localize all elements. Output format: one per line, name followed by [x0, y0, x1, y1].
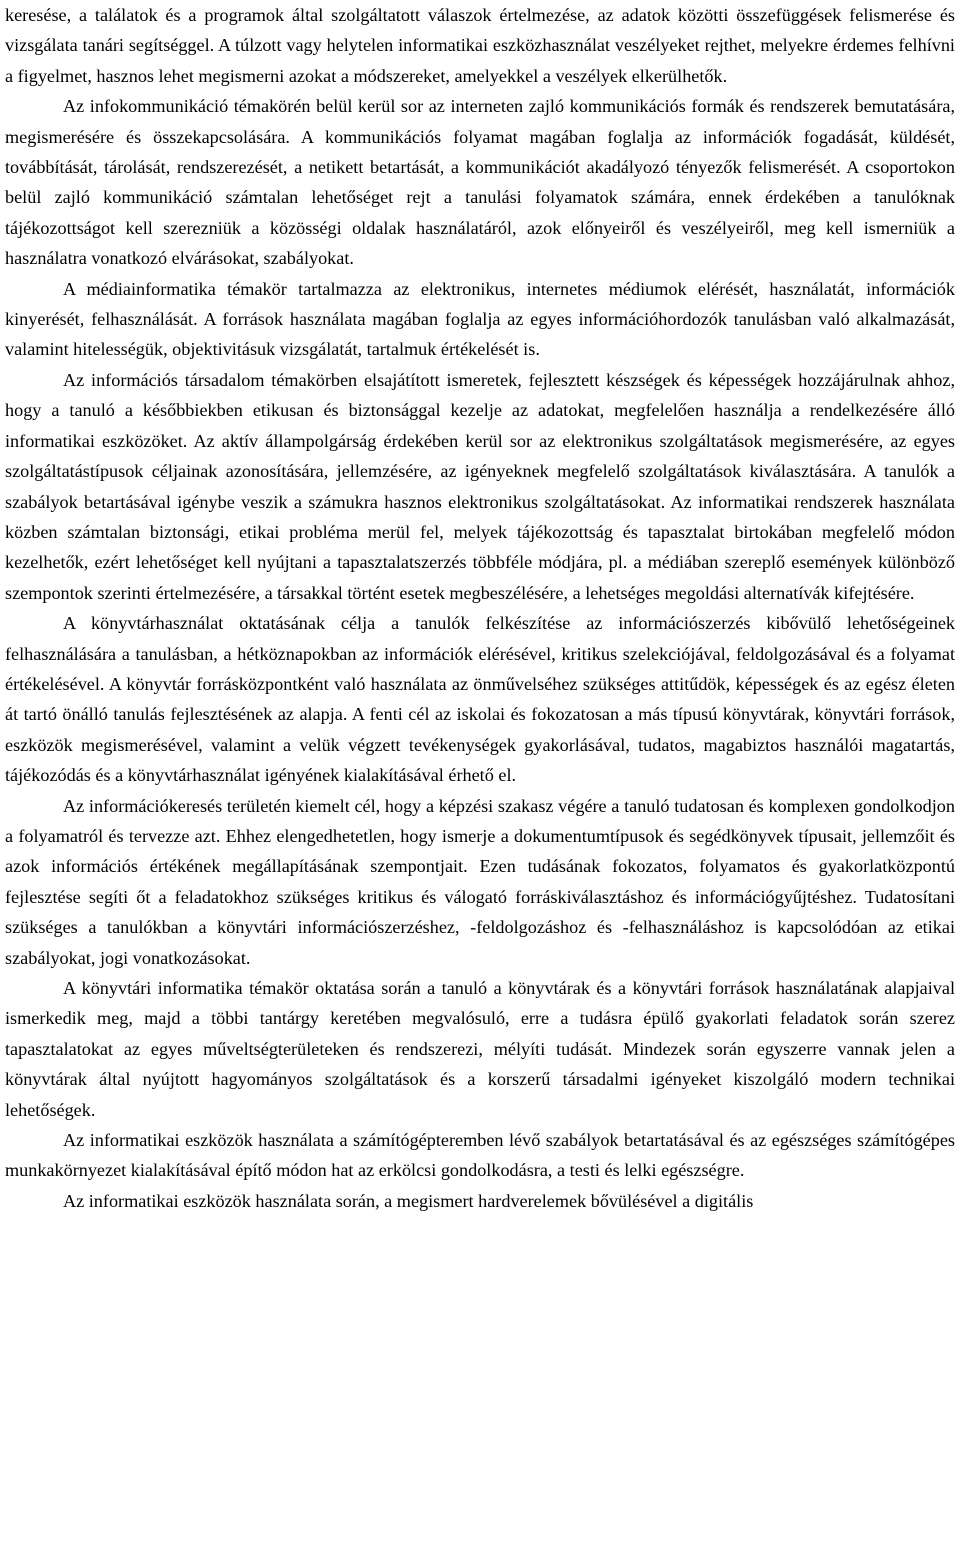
- paragraph-2: Az infokommunikáció témakörén belül kerül sor az interneten zajló kommunikációs formák és rendszerek bemutatására, megismerésére és összekapcsolására. A kommunikációs folyamat magában foglalja az információk fogadását, küldését, továbbítását, tárolását, rendszerezését, a netikett betartását, a kommunikációt akadályozó tényezők felismerését. A csoportokon belül zajló kommunikáció számtalan lehetőséget rejt a tanulási folyamatok számára, ennek érdekében a tanulóknak tájékozottságot kell szerezniük a közösségi oldalak használatáról, azok előnyeiről és veszélyeiről, meg kell ismerniük a használatra vonatkozó elvárásokat, szabályokat.: [5, 96, 955, 269]
- paragraph-7: A könyvtári informatika témakör oktatása során a tanuló a könyvtárak és a könyvtári források használatának alapjaival ismerkedik meg, majd a többi tantárgy keretében megvalósuló, erre a tudásra épülő gyakorlati feladatok során szerez tapasztalatokat az egyes műveltségterületeken és rendszerezi, mélyíti tudását. Mindezek során egyszerre vannak jelen a könyvtárak által nyújtott hagyományos szolgáltatások és a korszerű társadalmi igényeket kiszolgáló modern technikai lehetőségek.: [5, 978, 955, 1120]
- paragraph-6: Az információkeresés területén kiemelt cél, hogy a képzési szakasz végére a tanuló tudatosan és komplexen gondolkodjon a folyamatról és tervezze azt. Ehhez elengedhetetlen, hogy ismerje a dokumentumtípusok és segédkönyvek típusait, jellemzőit és azok információs értékének megállapításának szempontjait. Ezen tudásának fokozatos, folyamatos és gyakorlatközpontú fejlesztése segíti őt a feladatokhoz szükséges kritikus és válogató forráskiválasztáshoz és információgyűjtéshez. Tudatosítani szükséges a tanulókban a könyvtári információszerzéshez, -feldolgozáshoz és -felhasználáshoz is kapcsolódóan az etikai szabályokat, jogi vonatkozásokat.: [5, 795, 955, 968]
- paragraph-8: Az informatikai eszközök használata a számítógépteremben lévő szabályok betartatásával és az egészséges számítógépes munkakörnyezet kialakításával építő módon hat az erkölcsi gondolkodásra, a testi és lelki egészségre.: [5, 1130, 955, 1181]
- paragraph-3: A médiainformatika témakör tartalmazza az elektronikus, internetes médiumok elérését, használatát, információk kinyerését, felhasználását. A források használata magában foglalja az egyes információhordozók tanulásban való alkalmazását, valamint hitelességük, objektivitásuk vizsgálatát, tartalmuk értékelését is.: [5, 278, 955, 360]
- paragraph-5: A könyvtárhasználat oktatásának célja a tanulók felkészítése az információszerzés kibővülő lehetőségeinek felhasználására a tanulásban, a hétköznapokban az információk elérésével, kritikus szelekciójával, feldolgozásával és a folyamat értékelésével. A könyvtár forrásközpontként való használata az önművelséhez szükséges attitűdök, képességek és az egész életen át tartó önálló tanulás fejlesztésének az alapja. A fenti cél az iskolai és fokozatosan a más típusú könyvtárak, könyvtári források, eszközök megismerésével, valamint a velük végzett tevékenységek gyakorlásával, tudatos, magabiztos használói magatartás, tájékozódás és a könyvtárhasználat igényének kialakításával érhető el.: [5, 613, 955, 786]
- paragraph-1: keresése, a találatok és a programok által szolgáltatott válaszok értelmezése, az adatok közötti összefüggések felismerése és vizsgálata tanári segítséggel. A túlzott vagy helytelen informatikai eszközhasználat veszélyeket rejthet, melyekre érdemes felhívni a figyelmet, hasznos lehet megismerni azokat a módszereket, amelyekkel a veszélyek elkerülhetők.: [5, 5, 955, 86]
- paragraph-4: Az információs társadalom témakörben elsajátított ismeretek, fejlesztett készségek és képességek hozzájárulnak ahhoz, hogy a tanuló a későbbiekben etikusan és biztonsággal kezelje az adatokat, megfelelően használja a rendelkezésére álló informatikai eszközöket. Az aktív állampolgárság érdekében kerül sor az elektronikus szolgáltatások megismerésére, az egyes szolgáltatástípusok céljainak azonosítására, jellemzésére, az igényeknek megfelelő szolgáltatások kiválasztására. A tanulók a szabályok betartásával igénybe veszik a számukra hasznos elektronikus szolgáltatásokat. Az informatikai rendszerek használata közben számtalan biztonsági, etikai probléma merül fel, melyek tájékozottság és tapasztalat birtokában megfelelő módon kezelhetők, ezért lehetőséget kell nyújtani a tapasztalatszerzés többféle módjára, pl. a médiában szereplő események különböző szempontok szerinti értelmezésére, a társakkal történt esetek megbeszélésére, a lehetséges megoldási alternatívák kifejtésére.: [5, 369, 955, 603]
- paragraph-9: Az informatikai eszközök használata során, a megismert hardverelemek bővülésével a digitális: [63, 1190, 754, 1211]
